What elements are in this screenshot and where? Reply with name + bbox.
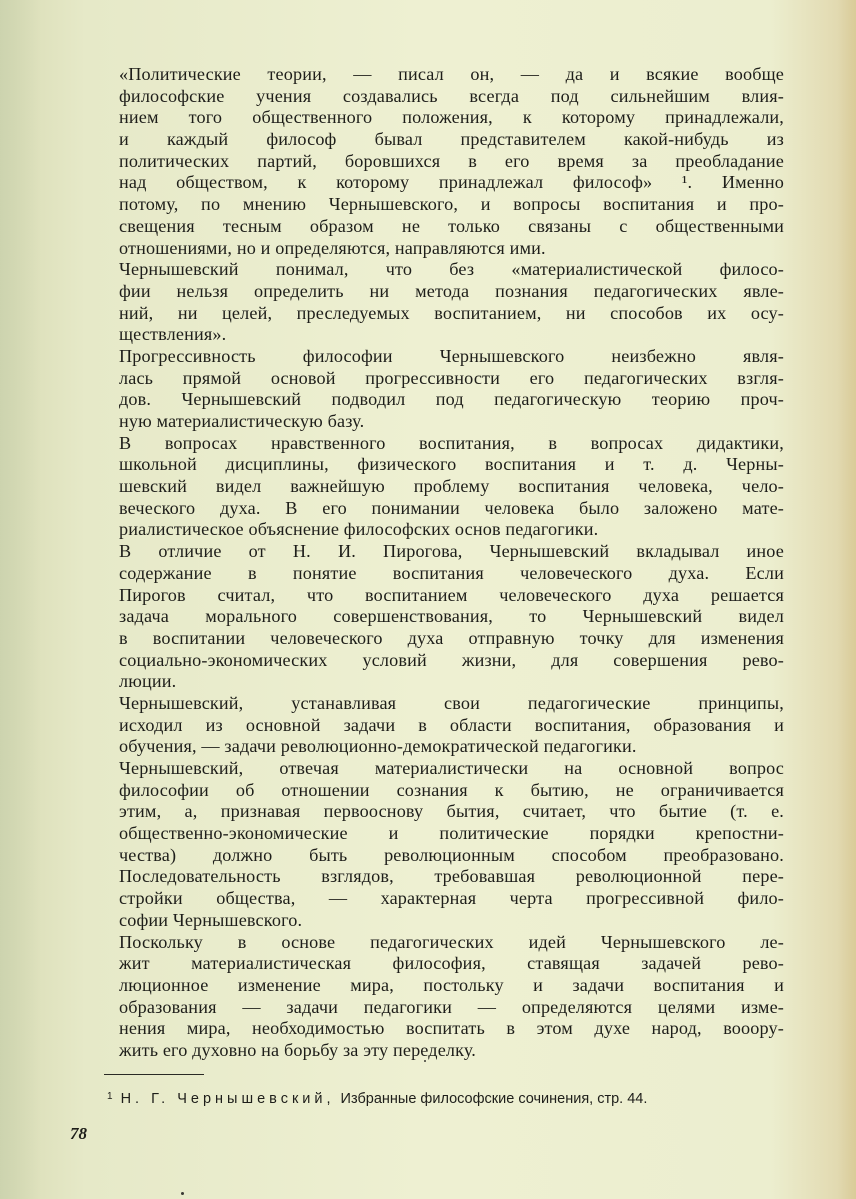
footnote xyxy=(107,1088,787,1108)
text-line: содержание в понятие воспитания человеческого духа. Если xyxy=(119,562,784,583)
page-edge-shadow xyxy=(838,0,856,1199)
text-line: стройки общества, — характерная черта прогрессивной фило- xyxy=(119,888,784,909)
text-line: исходил из основной задачи в области воспитания, образования и xyxy=(119,714,784,735)
text-line: жит материалистическая философия, ставящая задачей рево- xyxy=(119,953,784,974)
paragraph xyxy=(119,64,784,259)
text-line: политических партий, боровшихся в его время за преобладание xyxy=(119,150,784,171)
paragraph xyxy=(119,259,784,346)
text-line: нения мира, необходимостью воспитать в этом духе народ, вооору- xyxy=(119,1018,784,1039)
text-line: люционное изменение мира, постольку и задачи воспитания и xyxy=(119,974,784,995)
text-line: обучения, — задачи революционно-демократической педагогики. xyxy=(119,736,637,757)
text-line: социально-экономических условий жизни, для совершения рево- xyxy=(119,649,784,670)
text-line: Поскольку в основе педагогических идей Чернышевского ле- xyxy=(119,931,784,952)
text-line: Последовательность взглядов, требовавшая революционной пере- xyxy=(119,866,784,887)
scan-speck xyxy=(181,1192,184,1195)
text-line: над обществом, к которому принадлежал философ» ¹. Именно xyxy=(119,172,784,193)
text-line: школьной дисциплины, физического воспитания и т. д. Черны- xyxy=(119,454,784,475)
text-line: задача морального совершенствования, то Чернышевский видел xyxy=(119,606,784,627)
text-line: веческого духа. В его понимании человека было заложено мате- xyxy=(119,497,784,518)
text-line: «Политические теории, — писал он, — да и всякие вообще xyxy=(119,64,784,84)
footnote-separator xyxy=(104,1074,204,1075)
paragraph xyxy=(119,932,784,1062)
page-gutter-shadow xyxy=(0,0,40,1199)
text-line: чества) должно быть революционным способом преобразовано. xyxy=(119,844,784,865)
text-line: дов. Чернышевский подводил под педагогическую теорию проч- xyxy=(119,389,784,410)
text-line: этим, а, признавая первооснову бытия, считает, что бытие (т. е. xyxy=(119,801,784,822)
text-line: В отличие от Н. И. Пирогова, Чернышевский вкладывал иное xyxy=(119,541,784,562)
text-line: ную материалистическую базу. xyxy=(119,411,365,431)
text-line: нием того общественного положения, к которому принадлежали, xyxy=(119,107,784,128)
text-line: ществления». xyxy=(119,324,227,345)
text-line: Чернышевский понимал, что без «материалистической филосо- xyxy=(119,259,784,280)
text-line: философии об отношении сознания к бытию, не ограничивается xyxy=(119,779,784,800)
paragraph xyxy=(119,346,784,433)
text-line: Прогрессивность философии Чернышевского неизбежно явля- xyxy=(119,345,784,366)
text-line: шевский видел важнейшую проблему воспитания человека, чело- xyxy=(119,476,784,497)
body-text xyxy=(119,64,784,1062)
text-line: лась прямой основой прогрессивности его педагогических взгля- xyxy=(119,367,784,388)
text-line: ний, ни целей, преследуемых воспитанием, ни способов их осу- xyxy=(119,302,784,323)
paragraph xyxy=(119,433,784,541)
text-line: софии Чернышевского. xyxy=(119,909,303,930)
text-line: жить его духовно на борьбу за эту переделку. xyxy=(119,1039,476,1060)
text-line: Чернышевский, устанавливая свои педагогические принципы, xyxy=(119,692,784,713)
text-line: Чернышевский, отвечая материалистически на основной вопрос xyxy=(119,758,784,778)
text-line: В вопросах нравственного воспитания, в вопросах дидактики, xyxy=(119,432,784,453)
paragraph xyxy=(119,758,784,932)
page-number: 78 xyxy=(70,1124,87,1143)
text-line: потому, по мнению Чернышевского, и вопросы воспитания и про- xyxy=(119,194,784,215)
text-line: риалистическое объяснение философских основ педагогики. xyxy=(119,519,599,540)
footnote-mark: 1 xyxy=(107,1091,113,1102)
scan-speck xyxy=(424,1060,426,1062)
paragraph xyxy=(119,693,784,758)
footnote-text: Избранные философские сочинения, стр. 44. xyxy=(340,1091,648,1107)
paragraph xyxy=(119,541,784,693)
text-line: философские учения создавались всегда под сильнейшим влия- xyxy=(119,85,784,106)
text-line: и каждый философ бывал представителем какой-нибудь из xyxy=(119,129,784,150)
text-line: отношениями, но и определяются, направляются ими. xyxy=(119,237,546,258)
text-line: в воспитании человеческого духа отправную точку для изменения xyxy=(119,627,784,648)
text-line: образования — задачи педагогики — определяются целями изме- xyxy=(119,996,784,1017)
text-line: общественно-экономические и политические порядки крепостни- xyxy=(119,823,784,844)
text-line: Пирогов считал, что воспитанием человеческого духа решается xyxy=(119,584,784,605)
text-line: свещения тесным образом не только связаны с общественными xyxy=(119,215,784,236)
text-line: люции. xyxy=(119,671,177,692)
text-line: фии нельзя определить ни метода познания педагогических явле- xyxy=(119,280,784,301)
footnote-author: Н. Г. Чернышевский, xyxy=(120,1091,335,1107)
